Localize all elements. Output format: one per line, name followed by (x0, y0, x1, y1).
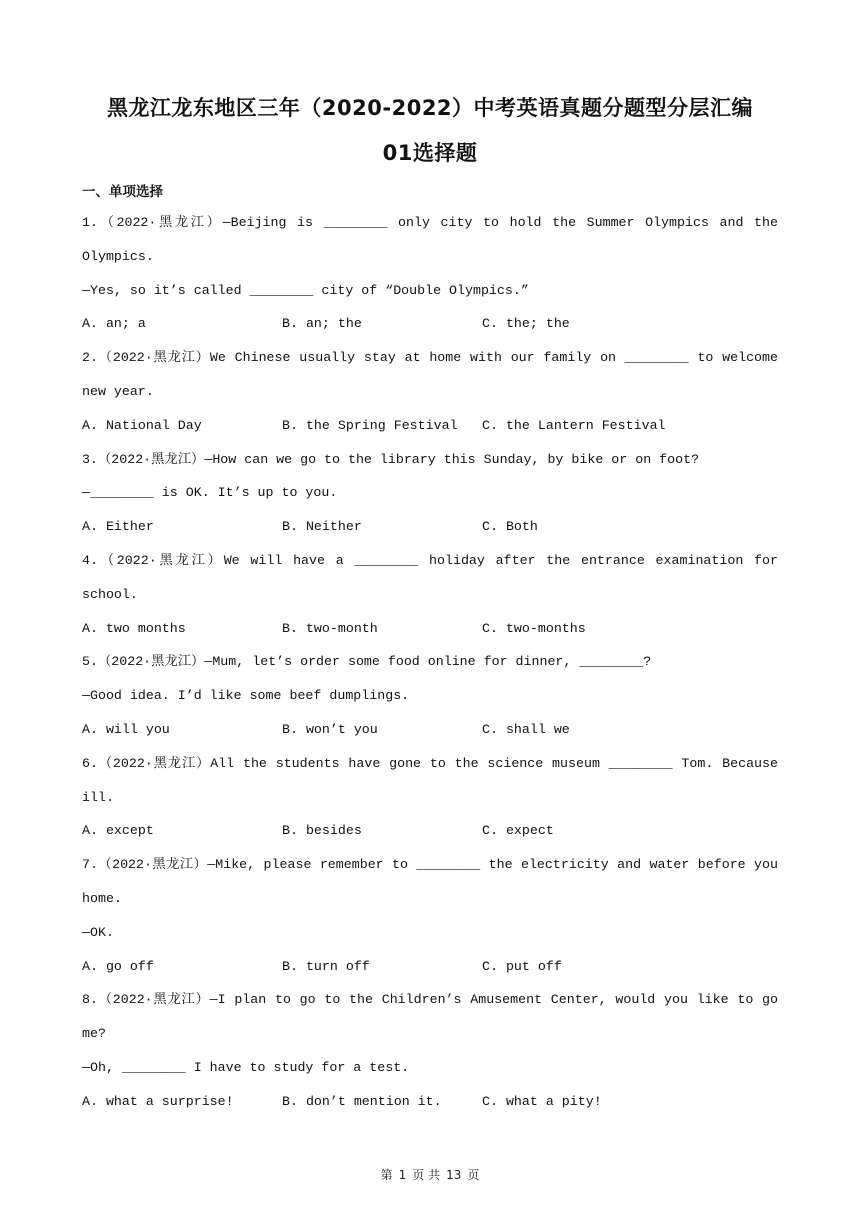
question-line: —Yes, so it’s called ________ city of “Double Olympics.” (82, 282, 529, 298)
answer-option-b[interactable]: B. Neither (282, 519, 362, 535)
question-item (82, 544, 778, 645)
question-stem: 2.（2022·黑龙江）We Chinese usually stay at home with our family on ________ to welcome (82, 350, 778, 366)
question-item (82, 443, 778, 544)
answer-option-c[interactable]: C. shall we (482, 721, 570, 737)
question-line: me? (82, 1026, 106, 1042)
footer-total-pages: 13 (446, 1168, 462, 1182)
question-line: —Oh, ________ I have to study for a test. (82, 1059, 410, 1075)
question-item (82, 645, 778, 746)
question-item (82, 983, 778, 1118)
answer-option-b[interactable]: B. turn off (282, 958, 370, 974)
answer-options (82, 950, 778, 984)
answer-options (82, 409, 778, 443)
question-item (82, 206, 778, 341)
footer-page-number: 1 (398, 1168, 407, 1182)
answer-option-c[interactable]: C. two-months (482, 620, 586, 636)
footer-middle: 页 共 (412, 1168, 441, 1182)
question-stem: 4.（2022·黑龙江）We will have a ________ holiday after the entrance examination for (82, 552, 778, 568)
answer-option-a[interactable]: A. what a surprise! (82, 1093, 234, 1109)
answer-option-c[interactable]: C. what a pity! (482, 1093, 602, 1109)
answer-option-b[interactable]: B. an; the (282, 316, 362, 332)
question-line: —OK. (82, 924, 114, 940)
footer-prefix: 第 (380, 1168, 393, 1182)
page-footer (0, 1166, 860, 1183)
answer-option-b[interactable]: B. won’t you (282, 721, 378, 737)
question-stem: 6.（2022·黑龙江）All the students have gone to the science museum ________ Tom. Because (82, 755, 778, 771)
question-line: new year. (82, 383, 154, 399)
answer-option-b[interactable]: B. two-month (282, 620, 378, 636)
answer-option-c[interactable]: C. Both (482, 519, 538, 535)
document-title: 黑龙江龙东地区三年（2020-2022）中考英语真题分题型分层汇编 (106, 96, 754, 120)
answer-option-a[interactable]: A. go off (82, 958, 154, 974)
answer-option-a[interactable]: A. National Day (82, 417, 202, 433)
question-line: Olympics. (82, 248, 154, 264)
question-item (82, 341, 778, 442)
question-stem: 8.（2022·黑龙江）—I plan to go to the Children’s Amusement Center, would you like to go (82, 992, 778, 1008)
answer-options (82, 1085, 778, 1119)
footer-suffix: 页 (467, 1168, 480, 1182)
answer-option-b[interactable]: B. besides (282, 823, 362, 839)
question-stem: 5.（2022·黑龙江）—Mum, let’s order some food online for dinner, ________? (82, 654, 652, 670)
answer-option-a[interactable]: A. two months (82, 620, 186, 636)
question-item (82, 747, 778, 848)
answer-option-c[interactable]: C. expect (482, 823, 554, 839)
question-stem: 7.（2022·黑龙江）—Mike, please remember to ________ the electricity and water before you (82, 857, 778, 873)
answer-option-a[interactable]: A. except (82, 823, 154, 839)
answer-options (82, 307, 778, 341)
answer-option-c[interactable]: C. put off (482, 958, 562, 974)
answer-option-b[interactable]: B. don’t mention it. (282, 1093, 442, 1109)
question-line: home. (82, 890, 122, 906)
question-stem: 3.（2022·黑龙江）—How can we go to the library this Sunday, by bike or on foot? (82, 451, 700, 467)
question-list (82, 206, 778, 1119)
question-line: —Good idea. I’d like some beef dumplings. (82, 688, 410, 704)
answer-options (82, 612, 778, 646)
answer-option-c[interactable]: C. the; the (482, 316, 570, 332)
question-line: ill. (82, 789, 114, 805)
answer-option-c[interactable]: C. the Lantern Festival (482, 417, 666, 433)
question-stem: 1.（2022·黑龙江）—Beijing is ________ only city to hold the Summer Olympics and the (82, 215, 778, 230)
document-subtitle: 01选择题 (382, 141, 478, 165)
answer-option-b[interactable]: B. the Spring Festival (282, 417, 458, 433)
question-item (82, 848, 778, 983)
question-line: —________ is OK. It’s up to you. (82, 485, 338, 501)
section-heading: 一、单项选择 (82, 184, 163, 200)
answer-option-a[interactable]: A. will you (82, 721, 170, 737)
answer-options (82, 814, 778, 848)
answer-option-a[interactable]: A. Either (82, 519, 154, 535)
question-line: school. (82, 586, 138, 602)
answer-options (82, 713, 778, 747)
answer-options (82, 510, 778, 544)
answer-option-a[interactable]: A. an; a (82, 316, 146, 332)
